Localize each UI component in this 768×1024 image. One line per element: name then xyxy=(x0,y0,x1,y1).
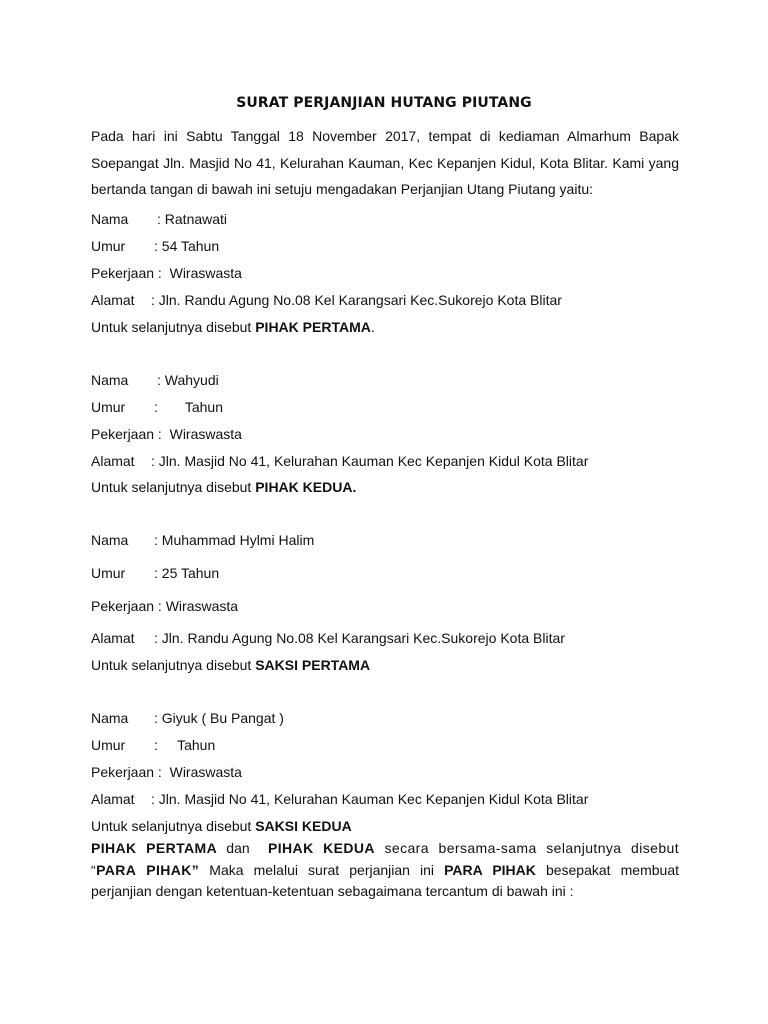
alamat-label: Alamat xyxy=(91,453,135,469)
designation-prefix: Untuk selanjutnya disebut xyxy=(91,818,256,834)
umur-value: : 25 Tahun xyxy=(154,565,220,581)
pekerjaan-label: Pekerjaan : xyxy=(91,265,162,281)
pekerjaan-value: Wiraswasta xyxy=(169,265,242,281)
closing-text-3: Maka melalui surat perjanjian ini xyxy=(199,861,445,878)
pekerjaan-label: Pekerjaan : xyxy=(91,764,162,780)
umur-label: Umur xyxy=(91,238,126,254)
alamat-value: : Jln. Randu Agung No.08 Kel Karangsari Kec.Sukorejo Kota Blitar xyxy=(154,630,565,646)
witness1-designation-row xyxy=(91,656,370,674)
nama-value: : Giyuk ( Bu Pangat ) xyxy=(154,710,284,726)
witness2-nama-row xyxy=(91,709,284,727)
witness1-pekerjaan-row xyxy=(91,597,238,615)
pekerjaan-label: Pekerjaan : xyxy=(91,426,162,442)
witness1-alamat-row xyxy=(91,629,565,647)
umur-value: : Tahun xyxy=(154,737,216,753)
party2-designation-row xyxy=(91,478,356,496)
designation-pihak-pertama: PIHAK PERTAMA xyxy=(255,319,371,335)
nama-value: : Ratnawati xyxy=(157,211,228,227)
designation-prefix: Untuk selanjutnya disebut xyxy=(91,657,256,673)
nama-value: : Muhammad Hylmi Halim xyxy=(154,532,315,548)
alamat-label: Alamat xyxy=(91,630,135,646)
witness1-umur-row xyxy=(91,564,219,582)
document-title: SURAT PERJANJIAN HUTANG PIUTANG xyxy=(236,95,532,111)
party2-pekerjaan-row xyxy=(91,425,242,443)
witness2-pekerjaan-row xyxy=(91,763,242,781)
party1-nama-row xyxy=(91,210,227,228)
witness2-umur-row xyxy=(91,736,215,754)
alamat-value: : Jln. Masjid No 41, Kelurahan Kauman Kec Kepanjen Kidul Kota Blitar xyxy=(151,791,589,807)
designation-prefix: Untuk selanjutnya disebut xyxy=(91,479,256,495)
pekerjaan-value: Wiraswasta xyxy=(169,764,242,780)
umur-value: : 54 Tahun xyxy=(154,238,220,254)
alamat-value: : Jln. Randu Agung No.08 Kel Karangsari Kec.Sukorejo Kota Blitar xyxy=(151,292,562,308)
intro-paragraph: Pada hari ini Sabtu Tanggal 18 November 2017, tempat di kediaman Almarhum Bapak Soepangat Jln. Masjid No 41, Kelurahan Kauman, Kec Kepanjen Kidul, Kota Blitar. Kami yang bertanda tangan di bawah ini setuju mengadakan Perjanjian Utang Piutang yaitu: xyxy=(91,128,679,197)
party2-nama-row xyxy=(91,371,219,389)
closing-text-4: besepakat membuat perjanjian dengan ketentuan-ketentuan sebagaimana tercantum di bawah ini : xyxy=(91,861,679,899)
designation-saksi-pertama: SAKSI PERTAMA xyxy=(255,657,371,673)
umur-label: Umur xyxy=(91,565,126,581)
umur-label: Umur xyxy=(91,399,126,415)
umur-label: Umur xyxy=(91,737,126,753)
closing-pihak-pertama: PIHAK PERTAMA xyxy=(91,840,218,856)
witness1-nama-row xyxy=(91,531,314,549)
nama-label: Nama xyxy=(91,372,129,388)
nama-value: : Wahyudi xyxy=(157,372,219,388)
designation-pihak-kedua: PIHAK KEDUA. xyxy=(255,479,357,495)
closing-paragraph xyxy=(91,838,679,903)
closing-text-2: secara bersama-sama selanjutnya disebut “ xyxy=(91,840,679,878)
alamat-label: Alamat xyxy=(91,791,135,807)
umur-value: : Tahun xyxy=(154,399,224,415)
witness2-alamat-row xyxy=(91,790,588,808)
closing-para-pihak-1: PARA PIHAK” xyxy=(96,861,200,878)
closing-para-pihak-2: PARA PIHAK xyxy=(444,861,536,878)
pekerjaan-value: Wiraswasta xyxy=(165,598,239,614)
alamat-label: Alamat xyxy=(91,292,135,308)
designation-saksi-kedua: SAKSI KEDUA xyxy=(255,818,352,834)
nama-label: Nama xyxy=(91,710,129,726)
witness2-designation-row xyxy=(91,817,352,835)
closing-pihak-kedua: PIHAK KEDUA xyxy=(268,840,375,856)
party1-designation-row xyxy=(91,318,375,336)
nama-label: Nama xyxy=(91,532,129,548)
party1-umur-row xyxy=(91,237,219,255)
party2-umur-row xyxy=(91,398,223,416)
closing-text-1: dan xyxy=(217,840,269,856)
alamat-value: : Jln. Masjid No 41, Kelurahan Kauman Kec Kepanjen Kidul Kota Blitar xyxy=(151,453,589,469)
designation-suffix: . xyxy=(370,319,375,335)
pekerjaan-label: Pekerjaan : xyxy=(91,598,162,614)
nama-label: Nama xyxy=(91,211,129,227)
designation-prefix: Untuk selanjutnya disebut xyxy=(91,319,256,335)
party1-pekerjaan-row xyxy=(91,264,242,282)
pekerjaan-value: Wiraswasta xyxy=(169,426,242,442)
party2-alamat-row xyxy=(91,452,588,470)
party1-alamat-row xyxy=(91,291,562,309)
